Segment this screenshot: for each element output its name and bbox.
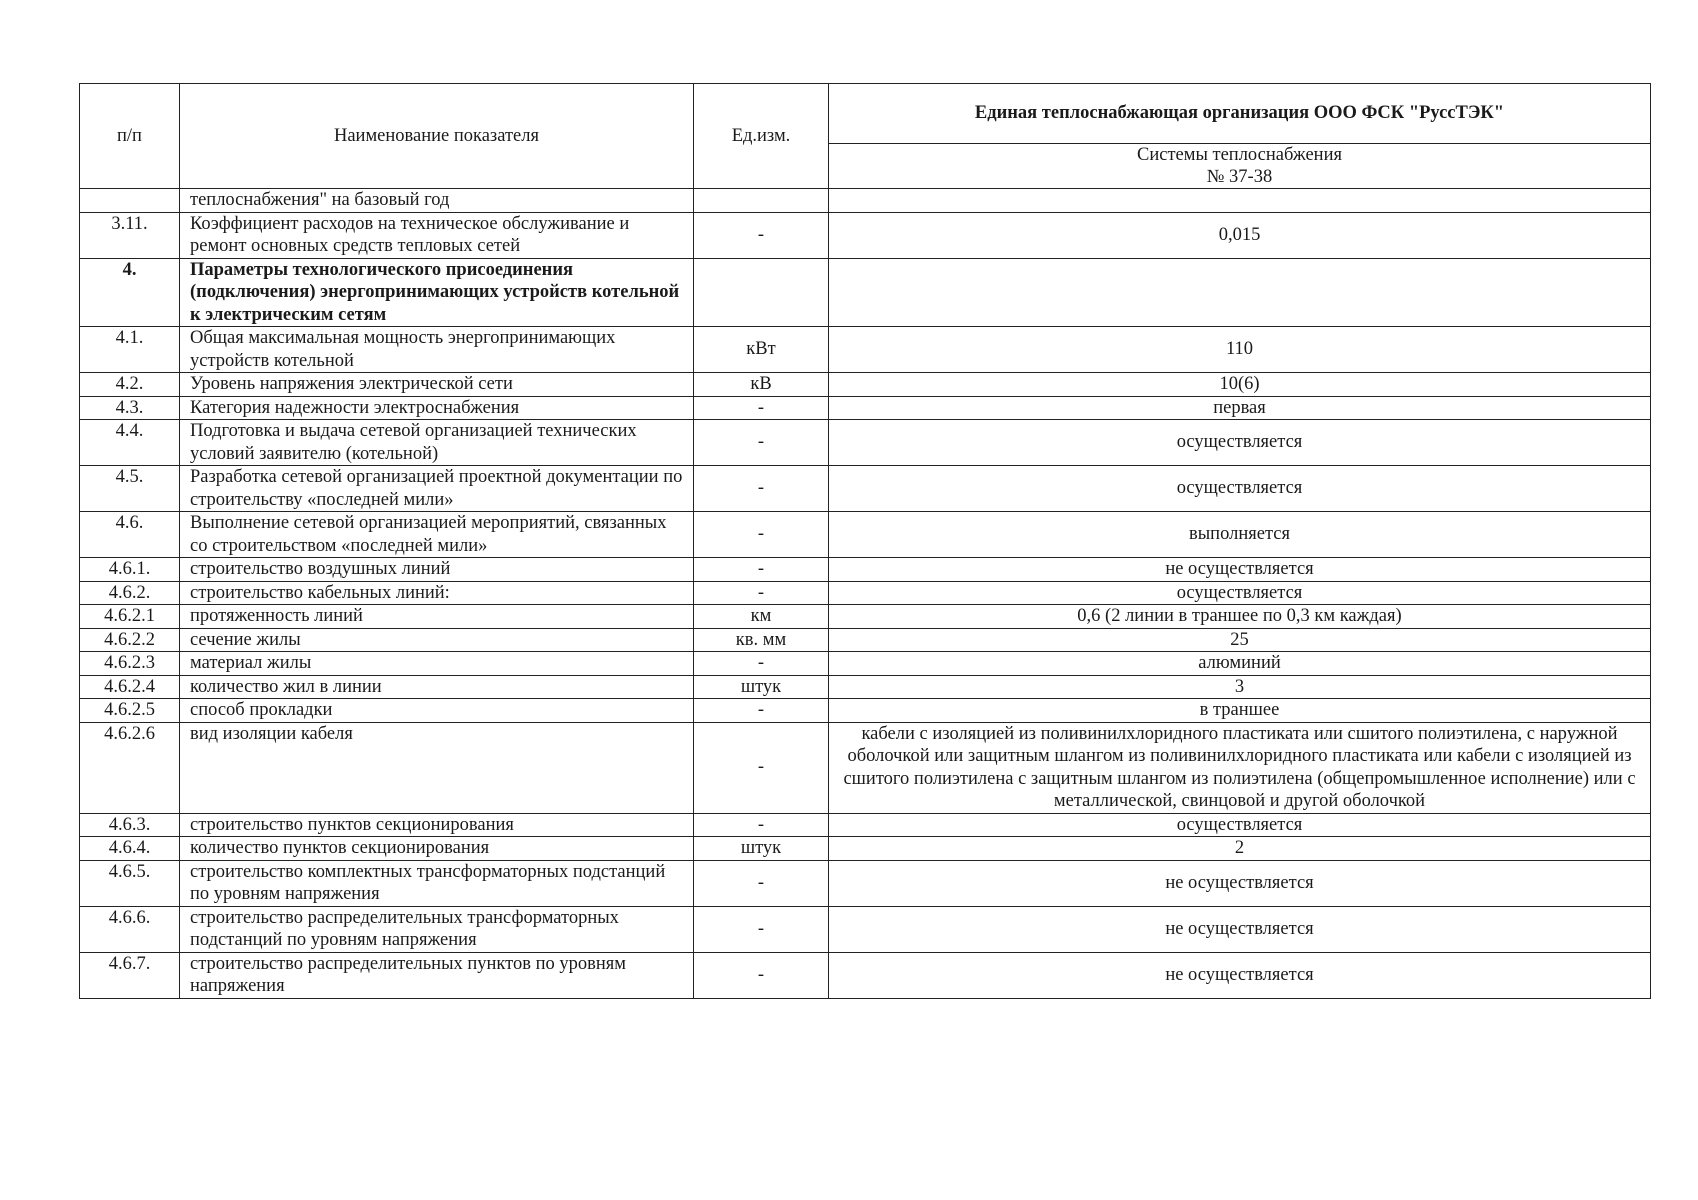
tariff-parameters-table	[79, 83, 1651, 999]
row-indicator-name: Общая максимальная мощность энергопринимающих устройств котельной	[180, 327, 694, 373]
row-number: 4.6.2.	[80, 581, 180, 605]
table-row	[80, 466, 1651, 512]
row-unit: -	[694, 652, 829, 676]
header-col-name: Наименование показателя	[180, 84, 694, 189]
table-row	[80, 512, 1651, 558]
row-indicator-name: Параметры технологического присоединения (подключения) энергопринимающих устройств котельной к электрическим сетям	[180, 258, 694, 327]
row-indicator-name: вид изоляции кабеля	[180, 722, 694, 813]
row-number: 4.	[80, 258, 180, 327]
row-value: в траншее	[829, 699, 1651, 723]
row-value: осуществляется	[829, 581, 1651, 605]
table-row	[80, 396, 1651, 420]
row-number: 4.5.	[80, 466, 180, 512]
row-number: 4.4.	[80, 420, 180, 466]
row-indicator-name: Уровень напряжения электрической сети	[180, 373, 694, 397]
row-number: 4.6.	[80, 512, 180, 558]
table-body	[80, 189, 1651, 999]
row-indicator-name: сечение жилы	[180, 628, 694, 652]
row-indicator-name: строительство комплектных трансформаторных подстанций по уровням напряжения	[180, 860, 694, 906]
row-value: 2	[829, 837, 1651, 861]
row-value: осуществляется	[829, 813, 1651, 837]
row-value: не осуществляется	[829, 906, 1651, 952]
row-unit: кВ	[694, 373, 829, 397]
table-row	[80, 420, 1651, 466]
table-row	[80, 628, 1651, 652]
table-row	[80, 952, 1651, 998]
row-number	[80, 189, 180, 213]
row-number: 4.3.	[80, 396, 180, 420]
row-unit: -	[694, 212, 829, 258]
row-unit: -	[694, 860, 829, 906]
table-header	[80, 84, 1651, 189]
table-row	[80, 581, 1651, 605]
row-value: не осуществляется	[829, 860, 1651, 906]
row-unit: штук	[694, 837, 829, 861]
row-unit: -	[694, 722, 829, 813]
table-row	[80, 906, 1651, 952]
row-unit: -	[694, 420, 829, 466]
table-row	[80, 722, 1651, 813]
table-row	[80, 652, 1651, 676]
row-value: не осуществляется	[829, 558, 1651, 582]
header-system-line1: Системы теплоснабжения	[1137, 145, 1342, 165]
row-value	[829, 189, 1651, 213]
row-unit: -	[694, 581, 829, 605]
row-value: 110	[829, 327, 1651, 373]
row-unit: -	[694, 699, 829, 723]
table-row	[80, 675, 1651, 699]
row-unit: -	[694, 906, 829, 952]
row-unit	[694, 258, 829, 327]
table-row	[80, 327, 1651, 373]
header-org: Единая теплоснабжающая организация ООО ФСК "РуссТЭК"	[829, 84, 1651, 144]
row-unit: штук	[694, 675, 829, 699]
row-indicator-name: протяженность линий	[180, 605, 694, 629]
row-number: 4.6.5.	[80, 860, 180, 906]
row-value: 0,015	[829, 212, 1651, 258]
row-indicator-name: Подготовка и выдача сетевой организацией технических условий заявителю (котельной)	[180, 420, 694, 466]
row-unit: -	[694, 952, 829, 998]
row-indicator-name: строительство распределительных трансформаторных подстанций по уровням напряжения	[180, 906, 694, 952]
row-value: 0,6 (2 линии в траншее по 0,3 км каждая)	[829, 605, 1651, 629]
row-number: 4.6.2.3	[80, 652, 180, 676]
table-row	[80, 189, 1651, 213]
row-value: 25	[829, 628, 1651, 652]
row-number: 4.1.	[80, 327, 180, 373]
row-indicator-name: способ прокладки	[180, 699, 694, 723]
row-indicator-name: Коэффициент расходов на техническое обслуживание и ремонт основных средств тепловых сетей	[180, 212, 694, 258]
row-number: 3.11.	[80, 212, 180, 258]
row-number: 4.6.6.	[80, 906, 180, 952]
row-value: кабели с изоляцией из поливинилхлоридного пластиката или сшитого полиэтилена, с наружной оболочкой или защитным шлангом из поливинилхлоридного пластиката или кабели с изоляцией из сшитого полиэтилена с защитным шлангом из полиэтилена (общепромышленное исполнение) или с металлической, свинцовой и другой оболочкой	[829, 722, 1651, 813]
row-number: 4.6.7.	[80, 952, 180, 998]
row-value: первая	[829, 396, 1651, 420]
table-row	[80, 558, 1651, 582]
row-value: алюминий	[829, 652, 1651, 676]
row-number: 4.6.2.6	[80, 722, 180, 813]
row-number: 4.6.2.4	[80, 675, 180, 699]
table-row	[80, 605, 1651, 629]
row-number: 4.6.2.1	[80, 605, 180, 629]
row-value: выполняется	[829, 512, 1651, 558]
header-system-line2: № 37-38	[1206, 167, 1273, 187]
row-unit: -	[694, 512, 829, 558]
table-row	[80, 373, 1651, 397]
row-indicator-name: строительство пунктов секционирования	[180, 813, 694, 837]
header-system	[829, 144, 1651, 189]
table-row	[80, 258, 1651, 327]
table-row	[80, 837, 1651, 861]
row-indicator-name: Разработка сетевой организацией проектной документации по строительству «последней мили»	[180, 466, 694, 512]
row-unit: кв. мм	[694, 628, 829, 652]
row-unit: кВт	[694, 327, 829, 373]
row-unit: -	[694, 813, 829, 837]
row-number: 4.2.	[80, 373, 180, 397]
row-indicator-name: количество пунктов секционирования	[180, 837, 694, 861]
table-row	[80, 860, 1651, 906]
row-unit: -	[694, 396, 829, 420]
row-indicator-name: строительство воздушных линий	[180, 558, 694, 582]
row-value: 3	[829, 675, 1651, 699]
row-value: осуществляется	[829, 420, 1651, 466]
row-indicator-name: Категория надежности электроснабжения	[180, 396, 694, 420]
row-indicator-name: строительство кабельных линий:	[180, 581, 694, 605]
row-indicator-name: строительство распределительных пунктов по уровням напряжения	[180, 952, 694, 998]
row-value: осуществляется	[829, 466, 1651, 512]
row-unit: -	[694, 466, 829, 512]
row-indicator-name: количество жил в линии	[180, 675, 694, 699]
row-number: 4.6.1.	[80, 558, 180, 582]
row-number: 4.6.3.	[80, 813, 180, 837]
row-number: 4.6.2.2	[80, 628, 180, 652]
table-row	[80, 699, 1651, 723]
header-col-num: п/п	[80, 84, 180, 189]
row-indicator-name: теплоснабжения" на базовый год	[180, 189, 694, 213]
row-indicator-name: Выполнение сетевой организацией мероприятий, связанных со строительством «последней мили»	[180, 512, 694, 558]
row-unit	[694, 189, 829, 213]
row-unit: км	[694, 605, 829, 629]
row-value	[829, 258, 1651, 327]
row-unit: -	[694, 558, 829, 582]
row-number: 4.6.4.	[80, 837, 180, 861]
row-number: 4.6.2.5	[80, 699, 180, 723]
row-value: 10(6)	[829, 373, 1651, 397]
table-row	[80, 813, 1651, 837]
row-value: не осуществляется	[829, 952, 1651, 998]
table-row	[80, 212, 1651, 258]
row-indicator-name: материал жилы	[180, 652, 694, 676]
header-col-unit: Ед.изм.	[694, 84, 829, 189]
